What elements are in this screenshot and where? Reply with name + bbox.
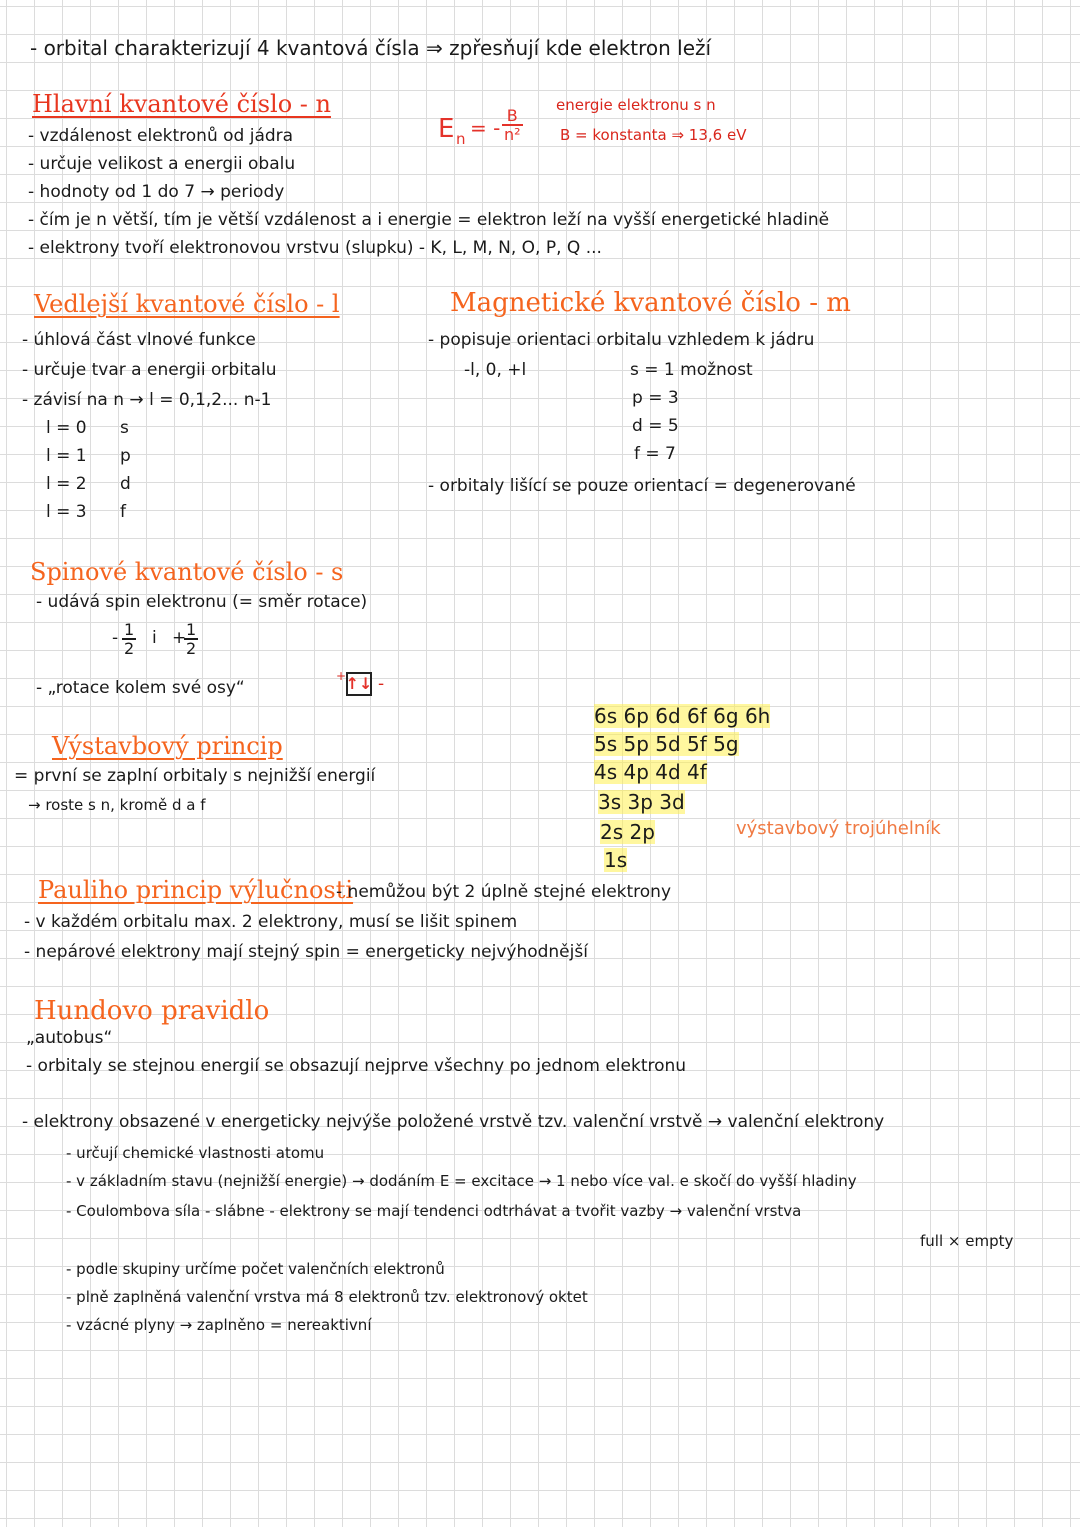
magneticke-option-d: d = 5	[632, 416, 679, 436]
valence-main: - elektrony obsazené v energeticky nejvýše položené vrstvě tzv. valenční vrstvě → valenční elektrony	[22, 1112, 885, 1132]
spin-half-positive-den: 2	[186, 639, 197, 658]
l-letter-1: p	[120, 446, 131, 466]
magneticke-values: -l, 0, +l	[464, 360, 527, 380]
orbital-box-icon: ↑↓	[346, 672, 372, 696]
pauli-line-2: - nepárové elektrony mají stejný spin = energeticky nejvýhodnější	[24, 942, 588, 962]
triangle-row-5	[594, 734, 739, 754]
spin-half-positive	[184, 622, 198, 657]
formula-denominator: n²	[504, 125, 521, 144]
hlavni-line-5: - elektrony tvoří elektronovou vrstvu (slupku) - K, L, M, N, O, P, Q ...	[28, 238, 602, 258]
triangle-row-1-text: 1s	[604, 848, 628, 872]
triangle-row-4-text: 4s 4p 4d 4f	[594, 760, 707, 784]
hlavni-line-3: - hodnoty od 1 do 7 → periody	[28, 182, 285, 202]
triangle-row-2-text: 2s 2p	[600, 820, 655, 844]
vystavbovy-line-1: = první se zaplní orbitaly s nejnižší energií	[14, 766, 376, 786]
spin-box-plus: +	[336, 669, 347, 683]
triangle-row-1	[604, 850, 627, 870]
spin-half-positive-num: 1	[186, 620, 197, 639]
valence-sub-5: - plně zaplněná valenční vrstva má 8 elektronů tzv. elektronový oktet	[66, 1288, 588, 1306]
spin-half-negative-num: 1	[124, 620, 135, 639]
magneticke-line-1: - popisuje orientaci orbitalu vzhledem k jádru	[428, 330, 815, 350]
spinove-line-1: - udává spin elektronu (= směr rotace)	[36, 592, 368, 612]
l-value-0: l = 0	[46, 418, 87, 438]
magneticke-option-s: s = 1 možnost	[630, 360, 753, 380]
pauli-title-rest: - nemůžou být 2 úplně stejné elektrony	[336, 882, 672, 902]
magneticke-option-f: f = 7	[634, 444, 676, 464]
spin-minus: -	[112, 628, 119, 648]
triangle-row-6-text: 6s 6p 6d 6f 6g 6h	[594, 704, 771, 728]
formula-note-1: energie elektronu s n	[556, 96, 716, 114]
l-value-3: l = 3	[46, 502, 87, 522]
l-letter-0: s	[120, 418, 129, 438]
heading-magneticke: Magnetické kvantové číslo - m	[450, 288, 851, 318]
valence-sub-2: - v základním stavu (nejnižší energie) → dodáním E = excitace → 1 nebo více val. e skočí do vyšší hladiny	[66, 1172, 857, 1190]
heading-hlavni: Hlavní kvantové číslo - n	[32, 90, 331, 118]
spin-box-minus: -	[378, 674, 385, 694]
triangle-label: výstavbový trojúhelník	[736, 818, 941, 839]
triangle-row-3-text: 3s 3p 3d	[598, 790, 685, 814]
valence-sub-6: - vzácné plyny → zaplněno = nereaktivní	[66, 1316, 372, 1334]
hund-line: - orbitaly se stejnou energií se obsazují nejprve všechny po jednom elektronu	[26, 1056, 687, 1076]
valence-sub-3: - Coulombova síla - slábne - elektrony se mají tendenci odtrhávat a tvořit vazby → valenční vrstva	[66, 1202, 802, 1220]
intro-line: - orbital charakterizují 4 kvantová čísla ⇒ zpřesňují kde elektron leží	[30, 36, 712, 60]
spinove-line-2: - „rotace kolem své osy“	[36, 678, 245, 698]
vystavbovy-line-2: → roste s n, kromě d a f	[28, 796, 206, 814]
l-letter-2: d	[120, 474, 131, 494]
spin-half-negative-den: 2	[124, 639, 135, 658]
formula-lhs: E	[438, 114, 455, 144]
formula-fraction	[502, 108, 523, 143]
heading-vedlejsi: Vedlejší kvantové číslo - l	[34, 290, 340, 318]
formula-note-2: B = konstanta ⇒ 13,6 eV	[560, 126, 747, 144]
valence-sub-4: - podle skupiny určíme počet valenčních elektronů	[66, 1260, 445, 1278]
triangle-row-4	[594, 762, 707, 782]
heading-pauli: Pauliho princip výlučnosti	[38, 876, 354, 904]
triangle-row-2	[600, 822, 655, 842]
triangle-row-6	[594, 706, 770, 726]
triangle-row-5-text: 5s 5p 5d 5f 5g	[594, 732, 739, 756]
spin-half-negative	[122, 622, 136, 657]
pauli-line-1: - v každém orbitalu max. 2 elektrony, musí se lišit spinem	[24, 912, 518, 932]
hlavni-line-2: - určuje velikost a energii obalu	[28, 154, 296, 174]
magneticke-option-p: p = 3	[632, 388, 679, 408]
vedlejsi-line-1: - úhlová část vlnové funkce	[22, 330, 256, 350]
magneticke-line-2: - orbitaly lišící se pouze orientací = degenerované	[428, 476, 856, 496]
spin-separator: i	[152, 628, 157, 648]
spin-plus: +	[172, 628, 187, 648]
triangle-row-3	[598, 792, 685, 812]
formula-sub: n	[456, 130, 466, 148]
formula-numerator: B	[506, 106, 518, 125]
vedlejsi-line-3: - závisí na n → l = 0,1,2... n-1	[22, 390, 272, 410]
l-value-2: l = 2	[46, 474, 87, 494]
hund-nickname: „autobus“	[26, 1028, 113, 1048]
hlavni-line-1: - vzdálenost elektronů od jádra	[28, 126, 294, 146]
l-letter-3: f	[120, 502, 126, 522]
valence-full-empty: full × empty	[920, 1232, 1014, 1250]
heading-spinove: Spinové kvantové číslo - s	[30, 558, 344, 586]
valence-sub-1: - určují chemické vlastnosti atomu	[66, 1144, 325, 1162]
heading-vystavbovy: Výstavbový princip	[52, 732, 283, 760]
formula-eq: = -	[470, 116, 501, 140]
l-value-1: l = 1	[46, 446, 87, 466]
vedlejsi-line-2: - určuje tvar a energii orbitalu	[22, 360, 277, 380]
heading-hund: Hundovo pravidlo	[34, 996, 270, 1026]
hlavni-line-4: - čím je n větší, tím je větší vzdálenost a i energie = elektron leží na vyšší energetické hladině	[28, 210, 830, 230]
